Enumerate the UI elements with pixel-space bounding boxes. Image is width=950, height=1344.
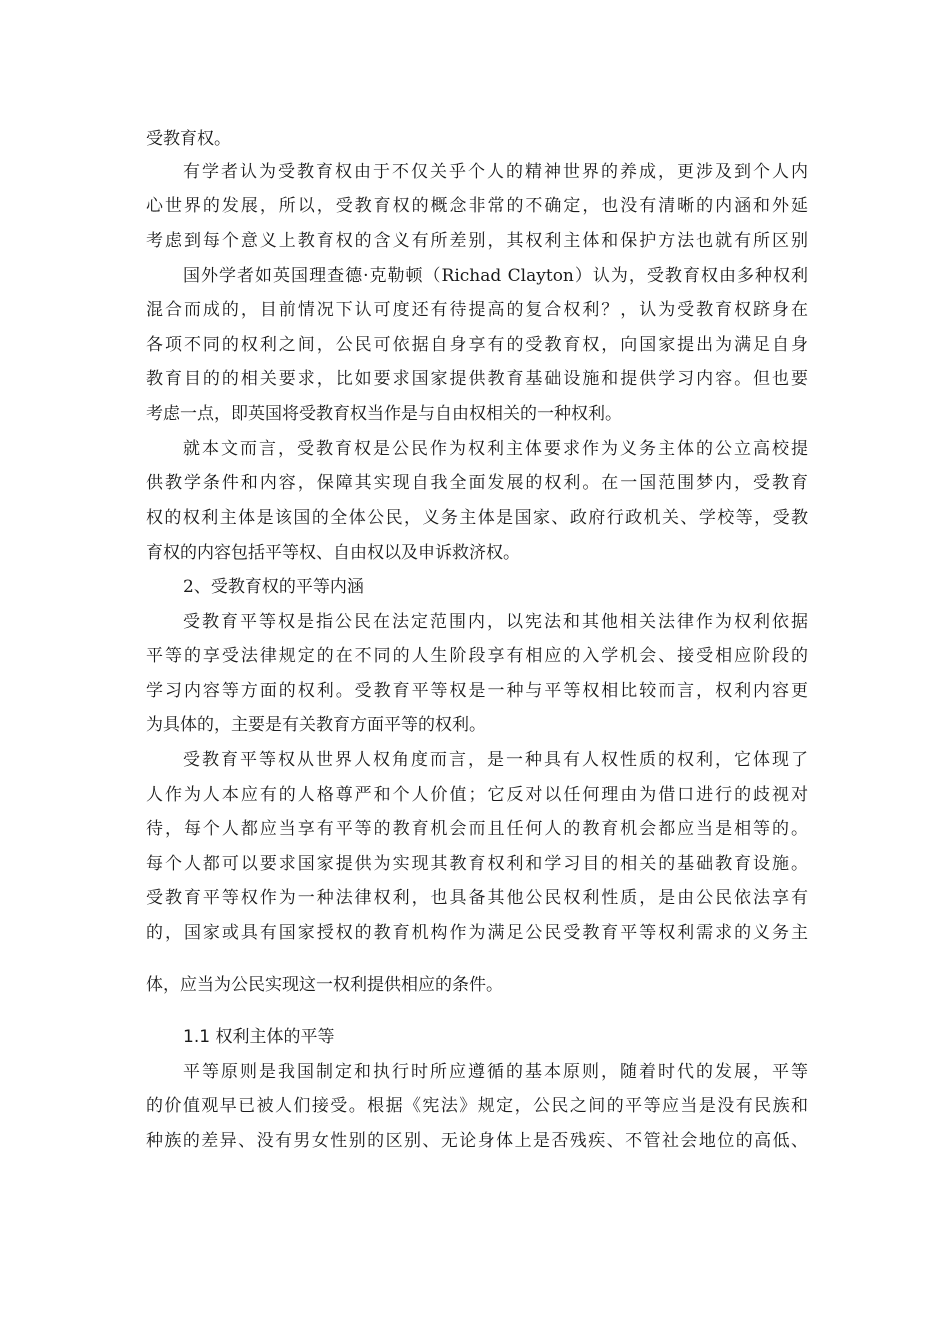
text-line: 各项不同的权利之间，公民可依据自身享有的受教育权，向国家提出为满足自身 [146, 335, 808, 355]
section-heading: 2、受教育权的平等内涵 [183, 577, 364, 597]
text-line: 受教育权。 [146, 129, 231, 149]
text-line: 就本文而言，受教育权是公民作为权利主体要求作为义务主体的公立高校提 [183, 439, 808, 459]
text-line: 有学者认为受教育权由于不仅关乎个人的精神世界的养成，更涉及到个人内 [183, 162, 808, 182]
text-line: 体，应当为公民实现这一权利提供相应的条件。 [146, 975, 503, 995]
text-line: 为具体的，主要是有关教育方面平等的权利。 [146, 715, 486, 735]
text-line: 平等的享受法律规定的在不同的人生阶段享有相应的入学机会、接受相应阶段的 [146, 646, 808, 666]
text-line: 混合而成的，目前情况下认可度还有待提高的复合权利？，认为受教育权跻身在 [146, 300, 808, 320]
text-line: 平等原则是我国制定和执行时所应遵循的基本原则，随着时代的发展，平等 [183, 1062, 808, 1082]
text-line: 每个人都可以要求国家提供为实现其教育权利和学习目的相关的基础教育设施。 [146, 854, 808, 874]
text-line: 考虑到每个意义上教育权的含义有所差别，其权利主体和保护方法也就有所区别 [146, 231, 808, 251]
text-line: 的，国家或具有国家授权的教育机构作为满足公民受教育平等权利需求的义务主 [146, 923, 808, 943]
text-line: 学习内容等方面的权利。受教育平等权是一种与平等权相比较而言，权利内容更 [146, 681, 808, 701]
text-line: 供教学条件和内容，保障其实现自我全面发展的权利。在一国范围梦内，受教育 [146, 473, 808, 493]
text-line: 受教育平等权从世界人权角度而言，是一种具有人权性质的权利，它体现了 [183, 750, 808, 770]
text-line: 人作为人本应有的人格尊严和个人价值；它反对以任何理由为借口进行的歧视对 [146, 785, 808, 805]
text-line: 受教育平等权是指公民在法定范围内，以宪法和其他相关法律作为权利依据 [183, 612, 808, 632]
text-line: 受教育平等权作为一种法律权利，也具备其他公民权利性质，是由公民依法享有 [146, 888, 808, 908]
subsection-heading: 1.1 权利主体的平等 [183, 1027, 335, 1047]
text-line: 种族的差异、没有男女性别的区别、无论身体上是否残疾、不管社会地位的高低、 [146, 1131, 808, 1151]
text-line: 国外学者如英国理查德·克勒顿（Richad Clayton）认为，受教育权由多种权利 [183, 266, 808, 286]
text-line: 考虑一点，即英国将受教育权当作是与自由权相关的一种权利。 [146, 404, 622, 424]
text-line: 待，每个人都应当享有平等的教育机会而且任何人的教育机会都应当是相等的。 [146, 819, 808, 839]
text-line: 权的权利主体是该国的全体公民，义务主体是国家、政府行政机关、学校等，受教 [146, 508, 808, 528]
text-line: 的价值观早已被人们接受。根据《宪法》规定，公民之间的平等应当是没有民族和 [146, 1096, 808, 1116]
text-line: 心世界的发展，所以，受教育权的概念非常的不确定，也没有清晰的内涵和外延 [146, 196, 808, 216]
text-line: 教育目的的相关要求，比如要求国家提供教育基础设施和提供学习内容。但也要 [146, 369, 808, 389]
text-line: 育权的内容包括平等权、自由权以及申诉救济权。 [146, 543, 520, 563]
